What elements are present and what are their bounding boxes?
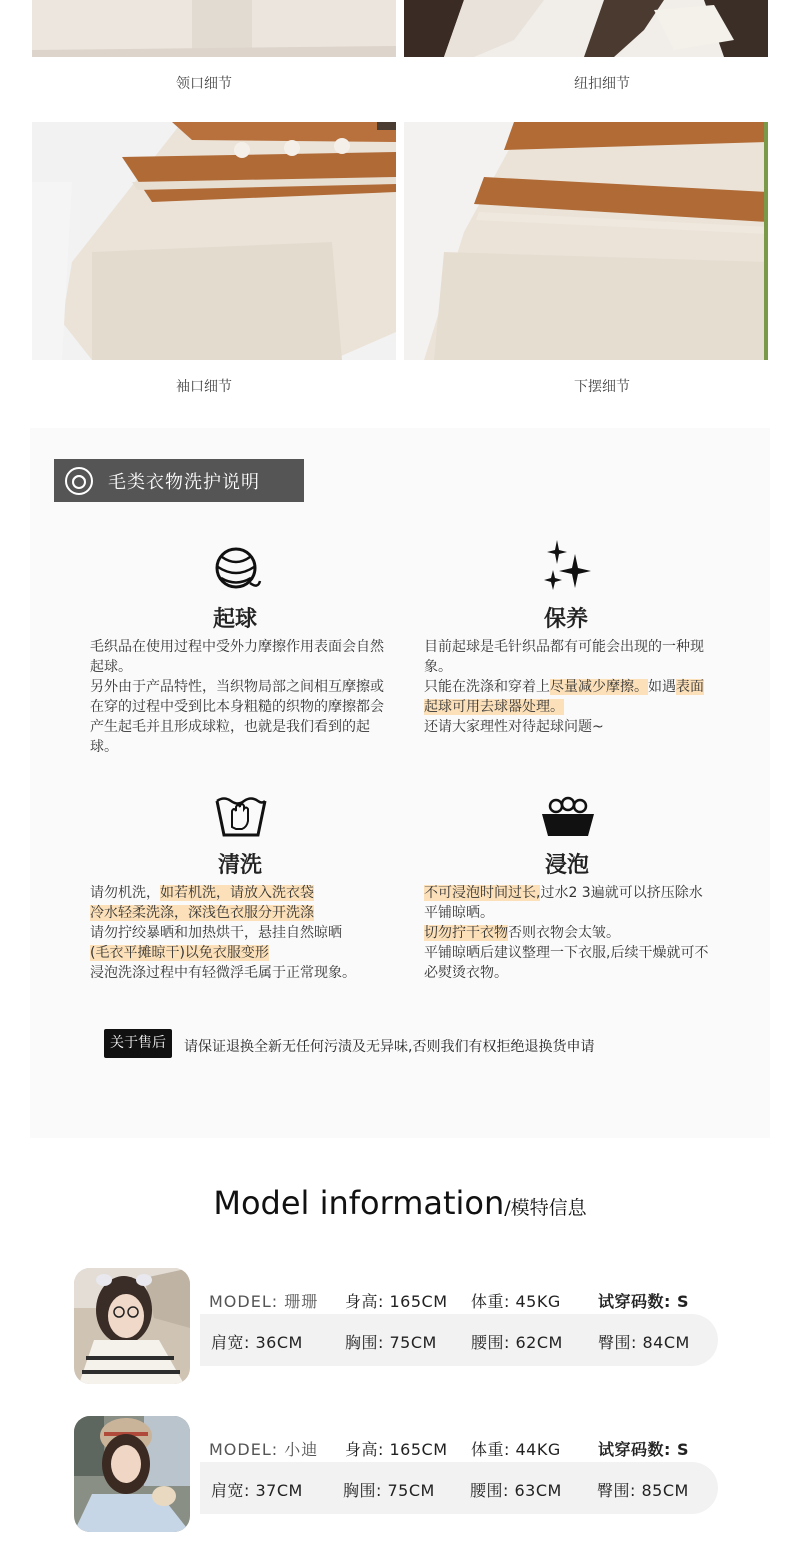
sparkle-icon bbox=[541, 540, 591, 590]
model-1-size: 试穿码数: S bbox=[598, 1292, 689, 1311]
care-header-title: 毛类衣物洗护说明 bbox=[108, 471, 260, 493]
maintenance-body bbox=[424, 637, 714, 737]
soaking-line-2-text: 否则衣物会太皱。 bbox=[508, 925, 620, 941]
washing-highlight-2: 冷水轻柔洗涤，深浅色衣服分开洗涤 bbox=[90, 905, 314, 921]
maintenance-p3: 还请大家理性对待起球问题~ bbox=[424, 719, 604, 735]
hand-wash-icon bbox=[214, 793, 268, 839]
pilling-line-2: 另外由于产品特性，当织物局部之间相互摩擦或在穿的过程中受到比本身粗糙的织物的摩擦都会产生起毛并且形成球粒，也就是我们看到的起球。 bbox=[90, 679, 384, 755]
model-2-weight: 体重: 44KG bbox=[471, 1440, 561, 1459]
cuff-detail-caption: 袖口细节 bbox=[176, 379, 232, 395]
model-2-height: 身高: 165CM bbox=[345, 1440, 448, 1459]
pilling-title: 起球 bbox=[212, 607, 257, 632]
washing-body bbox=[90, 883, 400, 983]
model-1-hip: 臀围: 84CM bbox=[598, 1333, 690, 1352]
after-sale-text: 请保证退换全新无任何污渍及无异味,否则我们有权拒绝退换货申请 bbox=[184, 1039, 595, 1055]
model-2-chest: 胸围: 75CM bbox=[343, 1481, 435, 1500]
maintenance-p2-text: 只能在洗涤和穿着上 bbox=[424, 679, 550, 695]
maintenance-p2-text-2: 如遇 bbox=[648, 679, 676, 695]
model-1-shoulder: 肩宽: 36CM bbox=[211, 1333, 303, 1352]
maintenance-p2 bbox=[424, 677, 714, 717]
washing-highlight-3: (毛衣平摊晾干)以免衣服变形 bbox=[90, 945, 269, 961]
model-info-title-cn: /模特信息 bbox=[504, 1197, 587, 1219]
washing-line-5: 浸泡洗涤过程中有轻微浮毛属于正常现象。 bbox=[90, 965, 356, 981]
model-2-size: 试穿码数: S bbox=[598, 1440, 689, 1459]
soaking-line-2 bbox=[424, 923, 712, 943]
washing-highlight-1: 如若机洗，请放入洗衣袋 bbox=[160, 885, 314, 901]
collar-detail-photo bbox=[32, 0, 396, 57]
pilling-line-1: 毛织品在使用过程中受外力摩擦作用表面会自然起球。 bbox=[90, 639, 384, 675]
model-1-waist: 腰围: 62CM bbox=[471, 1333, 563, 1352]
soaking-highlight-2: 切勿拧干衣物 bbox=[424, 925, 508, 941]
washing-line-1-text: 请勿机洗， bbox=[90, 885, 160, 901]
washing-line-3: 请勿拧绞暴晒和加热烘干，悬挂自然晾晒 bbox=[90, 925, 342, 941]
hem-detail-caption: 下摆细节 bbox=[574, 379, 630, 395]
soaking-line-1 bbox=[424, 883, 712, 923]
model-2-hip: 臀围: 85CM bbox=[597, 1481, 689, 1500]
maintenance-highlight-1: 尽量减少摩擦。 bbox=[550, 679, 648, 695]
soaking-line-1-text: 过水2 3遍就可以挤压除水平铺晾晒。 bbox=[424, 885, 703, 921]
maintenance-highlight-2: 表面起球可用去球器处理。 bbox=[424, 679, 704, 715]
model-1-avatar bbox=[74, 1268, 190, 1384]
button-detail-photo bbox=[404, 0, 768, 57]
washing-line-4 bbox=[90, 943, 400, 963]
model-1-name: MODEL: 珊珊 bbox=[209, 1292, 319, 1311]
button-detail-caption: 纽扣细节 bbox=[574, 76, 630, 92]
after-sale-badge: 关于售后 bbox=[104, 1029, 172, 1058]
washing-line-1 bbox=[90, 883, 400, 903]
model-1-weight: 体重: 45KG bbox=[471, 1292, 561, 1311]
soaking-highlight-1: 不可浸泡时间过长, bbox=[424, 885, 541, 901]
cuff-detail-photo bbox=[32, 122, 396, 360]
model-2-avatar bbox=[74, 1416, 190, 1532]
model-2-waist: 腰围: 63CM bbox=[470, 1481, 562, 1500]
model-2-shoulder: 肩宽: 37CM bbox=[211, 1481, 303, 1500]
pilling-body bbox=[90, 637, 390, 757]
soaking-title: 浸泡 bbox=[544, 853, 589, 878]
model-2-name: MODEL: 小迪 bbox=[209, 1440, 319, 1459]
soaking-body bbox=[424, 883, 712, 983]
washing-title: 清洗 bbox=[217, 853, 262, 878]
model-1-chest: 胸围: 75CM bbox=[345, 1333, 437, 1352]
washing-line-2 bbox=[90, 903, 400, 923]
collar-detail-caption: 领口细节 bbox=[176, 76, 232, 92]
soak-basin-icon bbox=[540, 796, 596, 838]
maintenance-title: 保养 bbox=[543, 607, 588, 632]
model-info-title bbox=[0, 1184, 800, 1222]
model-info-title-en: Model information bbox=[213, 1184, 505, 1222]
yarn-ball-icon bbox=[212, 545, 262, 595]
hem-detail-photo bbox=[404, 122, 768, 360]
wool-care-icon bbox=[64, 466, 94, 496]
soaking-line-3: 平铺晾晒后建议整理一下衣服,后续干燥就可不必熨烫衣物。 bbox=[424, 945, 709, 981]
care-header bbox=[54, 459, 304, 502]
model-1-height: 身高: 165CM bbox=[345, 1292, 448, 1311]
maintenance-p1: 目前起球是毛针织品都有可能会出现的一种现象。 bbox=[424, 639, 704, 675]
